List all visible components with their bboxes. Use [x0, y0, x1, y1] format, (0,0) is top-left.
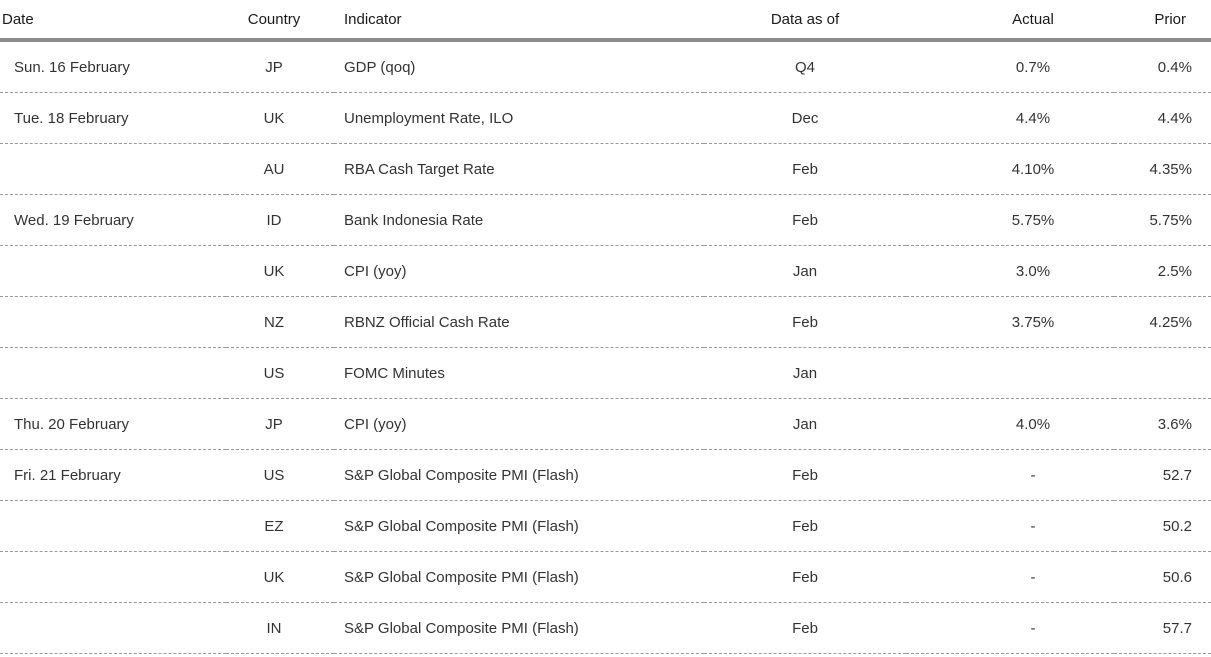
cell-country: UK — [226, 246, 334, 297]
cell-country: US — [226, 450, 334, 501]
cell-data-as-of: Jan — [704, 348, 906, 399]
cell-indicator: GDP (qoq) — [334, 40, 704, 93]
cell-data-as-of: Jan — [704, 246, 906, 297]
cell-date: Wed. 19 February — [0, 195, 226, 246]
table-row — [0, 348, 1211, 399]
cell-indicator: RBA Cash Target Rate — [334, 144, 704, 195]
header-indicator: Indicator — [334, 0, 704, 40]
header-prior: Prior — [1114, 0, 1211, 40]
cell-date: Tue. 18 February — [0, 93, 226, 144]
cell-actual — [906, 348, 1114, 399]
cell-actual: - — [906, 501, 1114, 552]
header-date: Date — [0, 0, 226, 40]
cell-indicator: CPI (yoy) — [334, 399, 704, 450]
cell-country: ID — [226, 195, 334, 246]
cell-date — [0, 348, 226, 399]
cell-data-as-of: Feb — [704, 144, 906, 195]
header-actual: Actual — [906, 0, 1114, 40]
cell-data-as-of: Feb — [704, 603, 906, 654]
cell-indicator: Bank Indonesia Rate — [334, 195, 704, 246]
header-row — [0, 0, 1211, 40]
table-header — [0, 0, 1211, 40]
header-country: Country — [226, 0, 334, 40]
cell-date — [0, 297, 226, 348]
cell-actual: - — [906, 552, 1114, 603]
cell-prior — [1114, 348, 1211, 399]
cell-country: JP — [226, 399, 334, 450]
cell-date — [0, 246, 226, 297]
cell-date — [0, 603, 226, 654]
cell-data-as-of: Feb — [704, 450, 906, 501]
cell-actual: - — [906, 603, 1114, 654]
cell-indicator: CPI (yoy) — [334, 246, 704, 297]
cell-country: NZ — [226, 297, 334, 348]
cell-prior: 3.6% — [1114, 399, 1211, 450]
table-row — [0, 501, 1211, 552]
cell-prior: 57.7 — [1114, 603, 1211, 654]
cell-data-as-of: Q4 — [704, 40, 906, 93]
cell-country: IN — [226, 603, 334, 654]
table-body — [0, 40, 1211, 654]
table-row — [0, 297, 1211, 348]
header-data-as-of: Data as of — [704, 0, 906, 40]
cell-actual: 4.10% — [906, 144, 1114, 195]
cell-country: UK — [226, 552, 334, 603]
cell-indicator: S&P Global Composite PMI (Flash) — [334, 450, 704, 501]
cell-country: AU — [226, 144, 334, 195]
cell-date — [0, 552, 226, 603]
cell-indicator: Unemployment Rate, ILO — [334, 93, 704, 144]
cell-prior: 4.25% — [1114, 297, 1211, 348]
cell-date: Sun. 16 February — [0, 40, 226, 93]
cell-actual: 3.75% — [906, 297, 1114, 348]
cell-actual: 4.4% — [906, 93, 1114, 144]
cell-prior: 50.2 — [1114, 501, 1211, 552]
cell-indicator: S&P Global Composite PMI (Flash) — [334, 603, 704, 654]
cell-data-as-of: Dec — [704, 93, 906, 144]
cell-country: US — [226, 348, 334, 399]
cell-date — [0, 501, 226, 552]
cell-data-as-of: Feb — [704, 297, 906, 348]
table-row — [0, 93, 1211, 144]
cell-data-as-of: Feb — [704, 552, 906, 603]
cell-prior: 0.4% — [1114, 40, 1211, 93]
cell-country: EZ — [226, 501, 334, 552]
cell-date — [0, 144, 226, 195]
cell-prior: 2.5% — [1114, 246, 1211, 297]
cell-date: Thu. 20 February — [0, 399, 226, 450]
cell-country: UK — [226, 93, 334, 144]
cell-indicator: RBNZ Official Cash Rate — [334, 297, 704, 348]
cell-prior: 4.35% — [1114, 144, 1211, 195]
cell-actual: 3.0% — [906, 246, 1114, 297]
cell-indicator: S&P Global Composite PMI (Flash) — [334, 552, 704, 603]
cell-actual: 0.7% — [906, 40, 1114, 93]
cell-actual: 5.75% — [906, 195, 1114, 246]
cell-country: JP — [226, 40, 334, 93]
table-row — [0, 399, 1211, 450]
table-row — [0, 195, 1211, 246]
cell-data-as-of: Feb — [704, 501, 906, 552]
table-row — [0, 144, 1211, 195]
table-row — [0, 552, 1211, 603]
cell-data-as-of: Jan — [704, 399, 906, 450]
cell-indicator: S&P Global Composite PMI (Flash) — [334, 501, 704, 552]
cell-prior: 50.6 — [1114, 552, 1211, 603]
table-row — [0, 246, 1211, 297]
cell-actual: - — [906, 450, 1114, 501]
table-row — [0, 603, 1211, 654]
cell-actual: 4.0% — [906, 399, 1114, 450]
cell-prior: 5.75% — [1114, 195, 1211, 246]
cell-data-as-of: Feb — [704, 195, 906, 246]
cell-date: Fri. 21 February — [0, 450, 226, 501]
cell-indicator: FOMC Minutes — [334, 348, 704, 399]
table-row — [0, 450, 1211, 501]
cell-prior: 52.7 — [1114, 450, 1211, 501]
cell-prior: 4.4% — [1114, 93, 1211, 144]
table-row — [0, 40, 1211, 93]
